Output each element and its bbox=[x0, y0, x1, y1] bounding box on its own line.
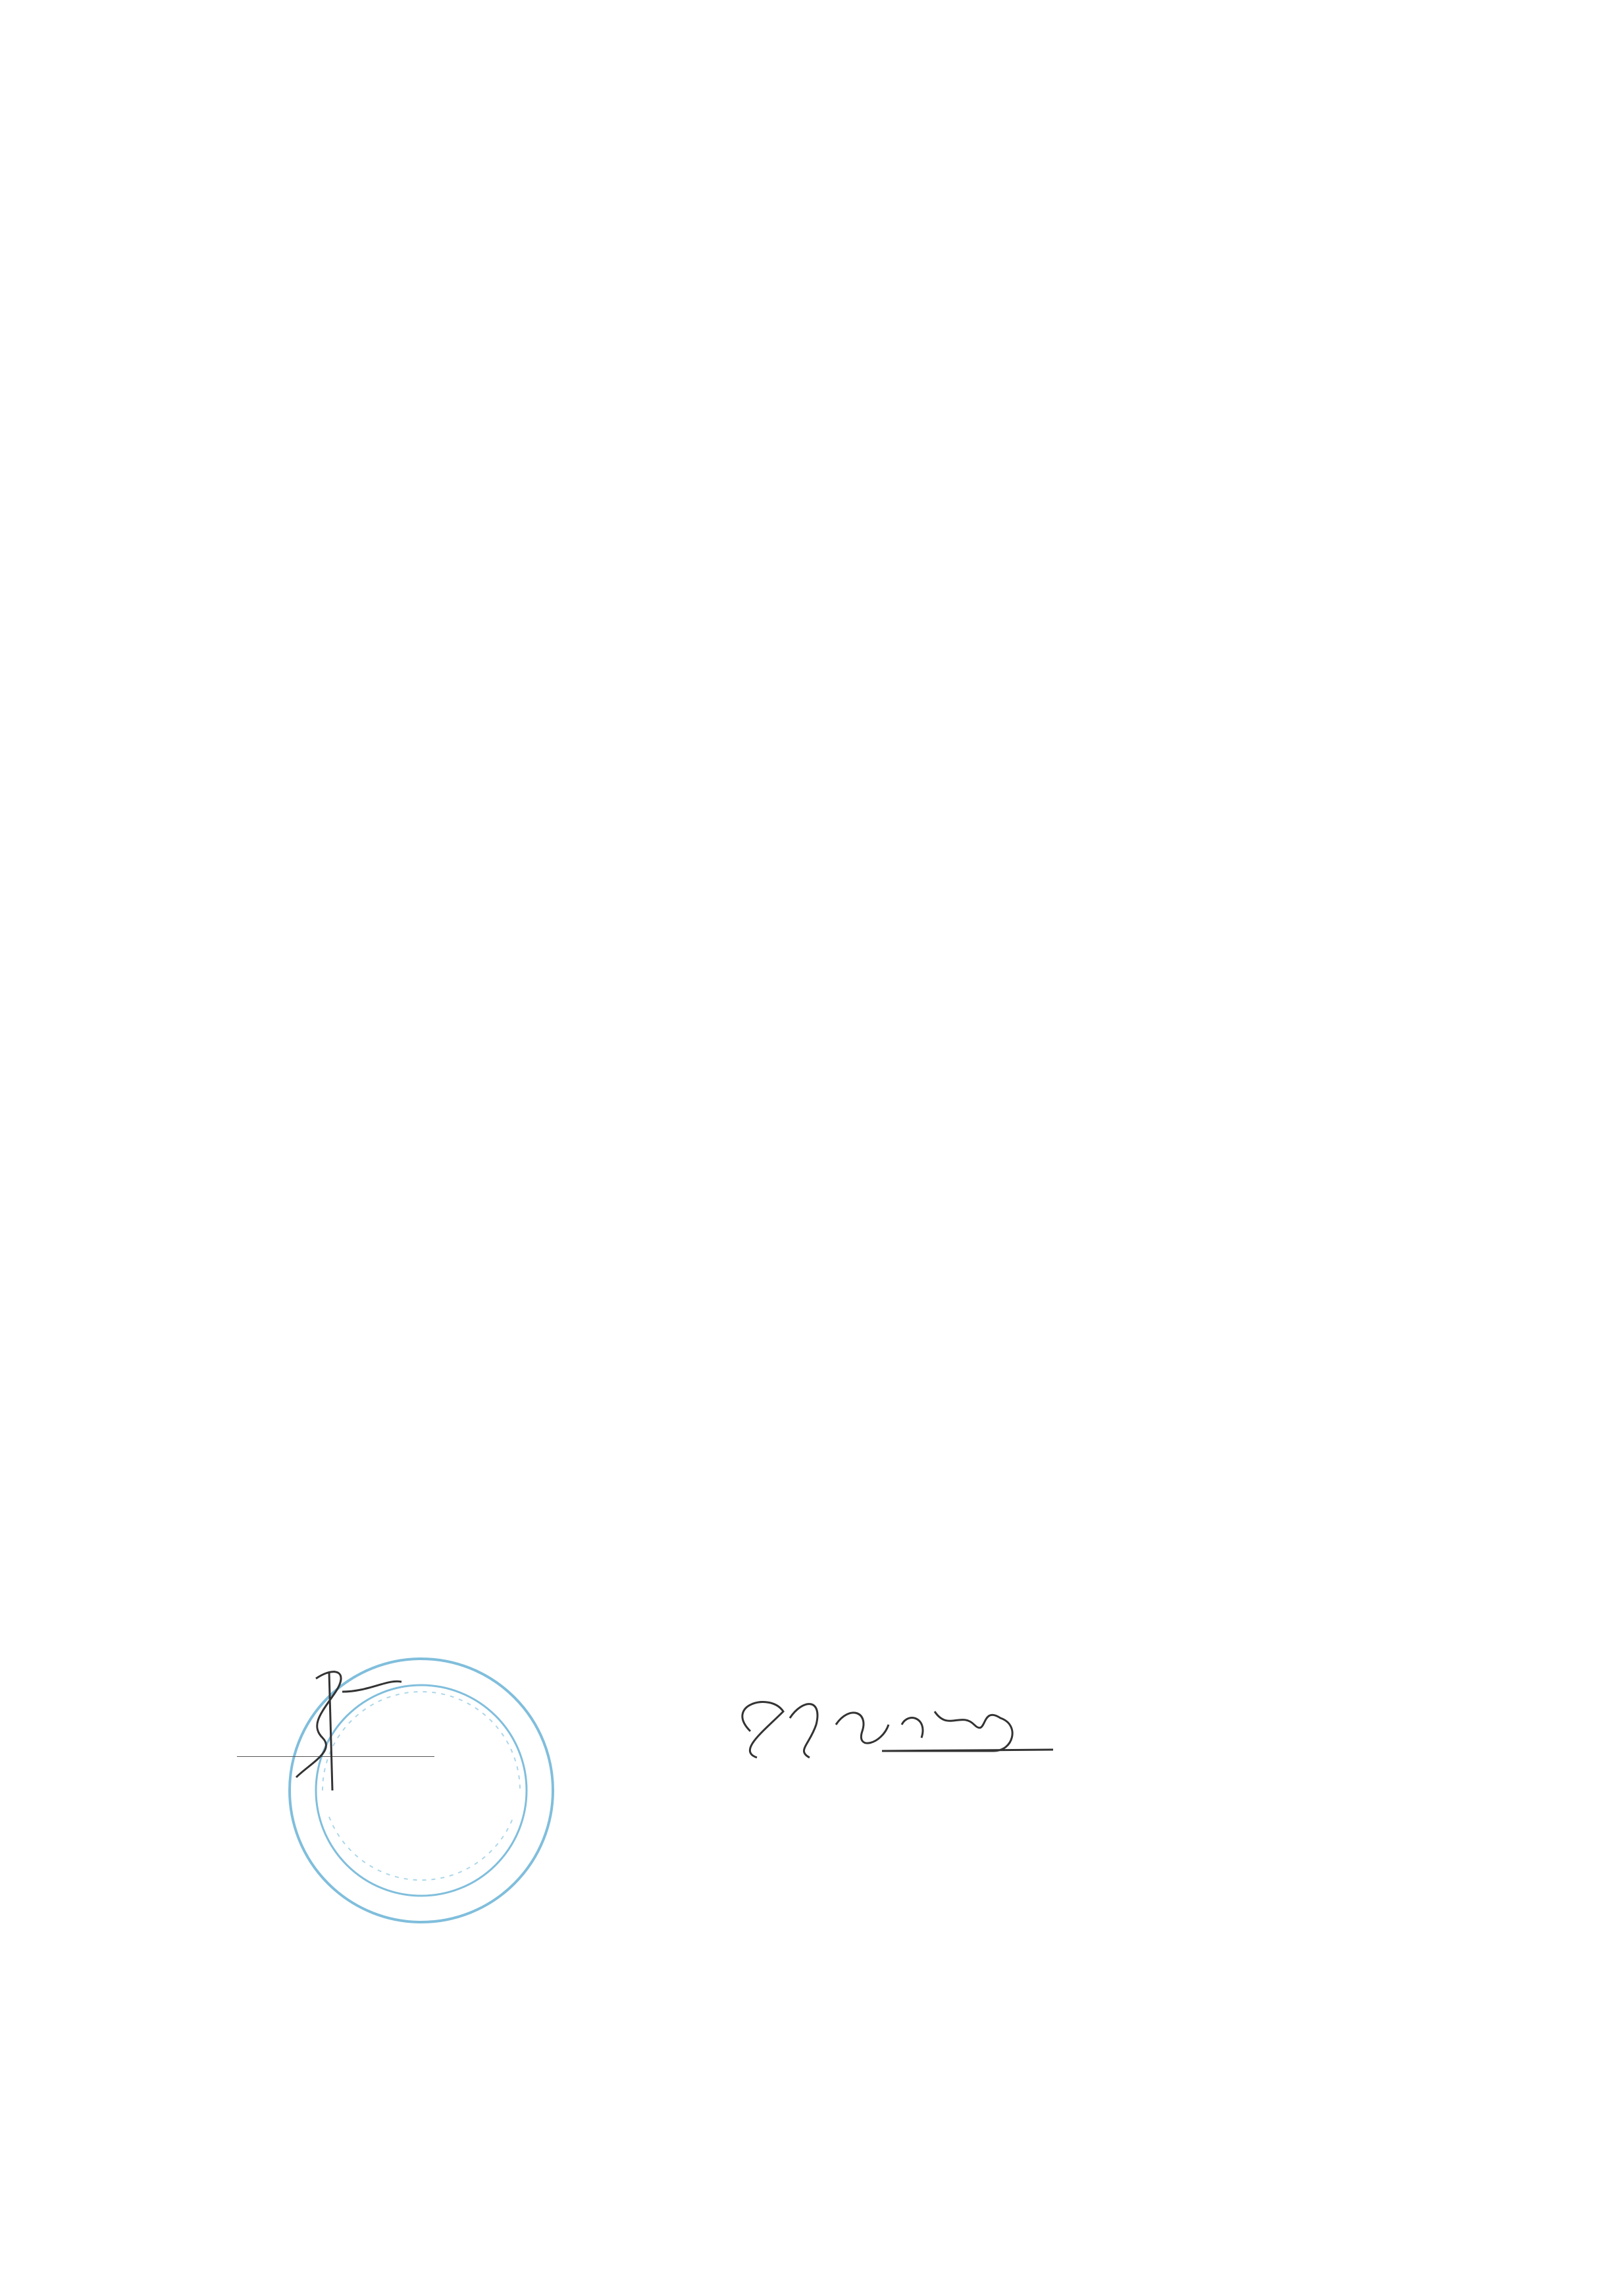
chief-secretary-signature bbox=[711, 1685, 1079, 1784]
chief-judge-signature bbox=[237, 1652, 421, 1810]
signature-block bbox=[86, 1659, 1139, 1922]
